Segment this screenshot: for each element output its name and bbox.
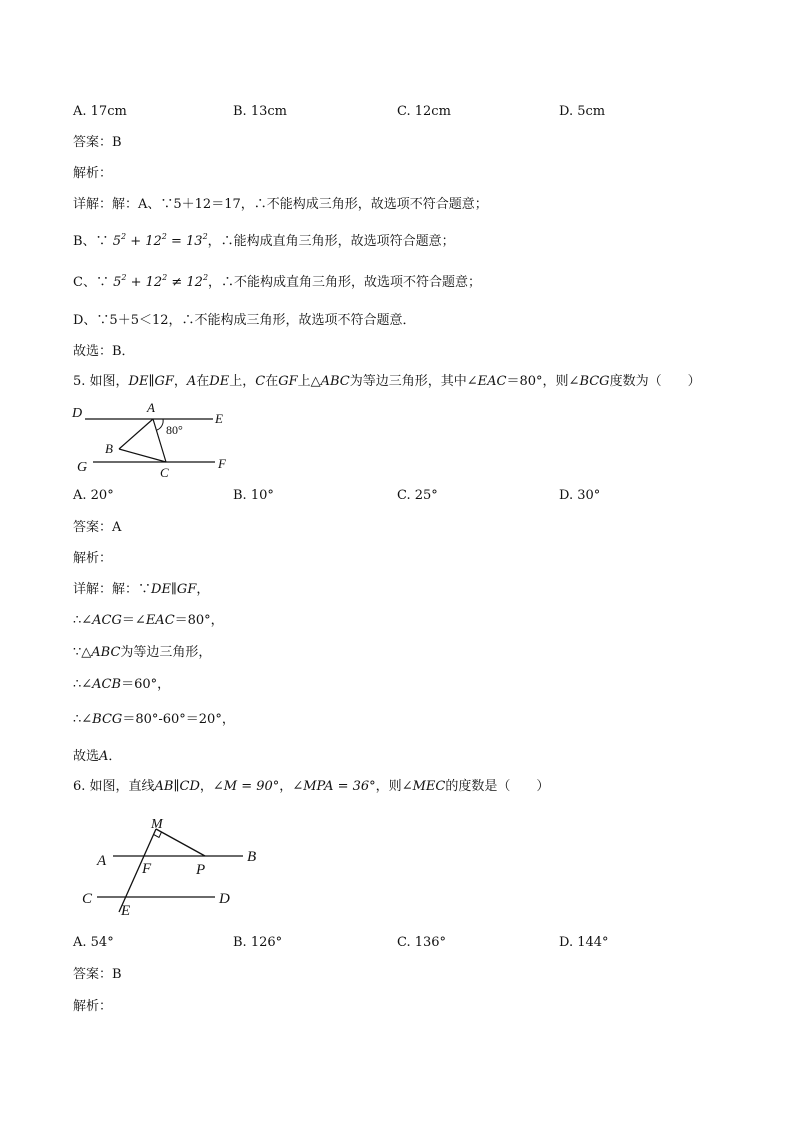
angle-arc	[157, 419, 163, 430]
q4-option-c: C. 12cm	[397, 104, 451, 119]
q6-figure	[75, 810, 275, 925]
q6-angle-mec: ∠MEC	[401, 779, 446, 794]
q5-option-d: D. 30°	[559, 488, 601, 503]
q5-text: ，	[173, 374, 187, 389]
label-p: P	[196, 862, 206, 878]
q4-detail-a: 详解：解：A、∵5＋12＝17，∴不能构成三角形，故选项不符合题意；	[73, 197, 488, 212]
segment-ac	[153, 419, 166, 462]
q6-option-d: D. 144°	[559, 935, 609, 950]
q6-text: ，	[199, 779, 213, 794]
q5-step-1	[73, 581, 209, 599]
q5-stem	[73, 373, 701, 391]
q5-text: ＝80°，则∠	[506, 374, 580, 389]
q5-option-b: B. 10°	[233, 488, 274, 503]
label-f: F	[142, 861, 152, 877]
q4-detail-b-prefix: B、∵	[73, 234, 109, 249]
q5-text: 为等边三角形，其中∠	[349, 374, 478, 389]
label-g: G	[77, 460, 88, 475]
q5-step-text: 故选	[73, 749, 100, 764]
q5-text: 在	[196, 374, 210, 389]
q5-text: 上，	[229, 374, 256, 389]
q5-step-text: ∴∠	[73, 712, 93, 727]
q4-detail-c-prefix: C、∵	[73, 275, 109, 290]
q5-step-text: 为等边三角形，	[120, 645, 212, 660]
q4-detail-d: D、∵5＋5＜12，∴不能构成三角形，故选项不符合题意．	[73, 313, 416, 328]
q4-option-d: D. 5cm	[559, 104, 606, 119]
q6-parallel: AB∥CD	[154, 779, 200, 794]
q5-step-text: 详解：解：∵	[73, 582, 152, 597]
q5-step-math: ABC	[91, 645, 121, 660]
q6-text: 的度数是（ ）	[445, 779, 550, 794]
q5-step-math: DE∥GF	[151, 582, 197, 597]
label-c: C	[160, 465, 169, 480]
label-d: D	[72, 406, 83, 421]
label-m: M	[151, 817, 163, 832]
q4-detail-b-formula: $5^2 + 12^2 = 13^2$	[108, 232, 208, 249]
segment-mp	[156, 829, 205, 856]
q6-option-b: B. 126°	[233, 935, 283, 950]
q6-answer: 答案：B	[73, 967, 122, 982]
q5-step-text: ＝80°，	[174, 613, 224, 628]
q6-text: ，则	[375, 779, 402, 794]
q5-point: C	[255, 374, 266, 389]
q5-line: DE	[209, 374, 230, 389]
q5-triangle: △ABC	[310, 374, 350, 389]
q5-text: 在	[265, 374, 279, 389]
q5-step-text: ∵△	[73, 645, 92, 660]
q5-answer: 答案：A	[73, 520, 122, 535]
q5-parallel: DE∥GF	[128, 374, 174, 389]
q5-step-text: ＝60°，	[121, 677, 171, 692]
q5-angle: EAC	[477, 374, 507, 389]
segment-bc	[119, 449, 166, 462]
q5-step-text: ，	[196, 582, 210, 597]
q5-figure	[65, 398, 245, 480]
q6-stem	[73, 778, 549, 796]
q5-step-math: ACB	[92, 677, 122, 692]
q5-step-math: ACG	[92, 613, 122, 628]
q4-option-a: A. 17cm	[73, 104, 127, 119]
q5-option-a: A. 20°	[73, 488, 114, 503]
q6-option-a: A. 54°	[73, 935, 114, 950]
q5-step-text: ＝∠	[121, 613, 146, 628]
q4-conclusion: 故选：B．	[73, 344, 135, 359]
q6-analysis-label: 解析：	[73, 999, 113, 1014]
q5-step-math: EAC	[145, 613, 175, 628]
label-e: E	[121, 903, 131, 919]
q5-step-text: ∴∠	[73, 613, 93, 628]
q5-conclusion	[73, 748, 121, 766]
q6-options	[73, 934, 753, 952]
q6-option-c: C. 136°	[397, 935, 447, 950]
q5-step-4	[73, 676, 170, 694]
label-a: A	[147, 400, 155, 415]
label-b: B	[105, 441, 113, 456]
label-d: D	[219, 891, 230, 907]
q4-option-b: B. 13cm	[233, 104, 287, 119]
segment-ab	[119, 419, 153, 449]
q6-angle-m: ∠M = 90°	[212, 779, 280, 794]
q5-point: A	[186, 374, 197, 389]
q6-number: 6. 如图，直线	[73, 779, 155, 794]
q5-step-5	[73, 711, 235, 729]
q5-step-text: ＝80°-60°＝20°，	[122, 712, 235, 727]
q5-text: 度数为（ ）	[609, 374, 701, 389]
q5-step-math: BCG	[92, 712, 123, 727]
q5-angle: BCG	[579, 374, 610, 389]
q4-detail-c-formula: $5^2 + 12^2 \ne 12^2$	[108, 273, 209, 290]
q5-text: 上	[297, 374, 311, 389]
q5-number: 5. 如图，	[73, 374, 129, 389]
label-f: F	[218, 456, 226, 471]
label-b: B	[247, 849, 257, 865]
q5-options	[73, 487, 753, 505]
label-e: E	[215, 411, 223, 426]
q5-step-3	[73, 644, 211, 662]
label-angle: 80°	[166, 423, 183, 437]
q5-step-text: ∴∠	[73, 677, 93, 692]
q6-angle-mpa: ∠MPA = 36°	[292, 779, 376, 794]
q4-answer: 答案：B	[73, 135, 122, 150]
q4-options	[73, 103, 753, 121]
q5-analysis-label: 解析：	[73, 551, 113, 566]
q5-line: GF	[278, 374, 298, 389]
q5-step-text: ．	[108, 749, 122, 764]
label-c: C	[82, 891, 93, 907]
q4-detail-b	[73, 233, 455, 251]
q6-text: ，	[279, 779, 293, 794]
q4-detail-c-suffix: ，∴不能构成直角三角形，故选项不符合题意；	[208, 275, 482, 290]
q5-step-2	[73, 612, 224, 630]
q5-option-c: C. 25°	[397, 488, 438, 503]
q4-analysis-label: 解析：	[73, 166, 113, 181]
q4-detail-b-suffix: ，∴能构成直角三角形，故选项符合题意；	[207, 234, 455, 249]
label-a: A	[97, 853, 107, 869]
q5-step-math: A	[99, 749, 109, 764]
q4-detail-c	[73, 274, 481, 292]
